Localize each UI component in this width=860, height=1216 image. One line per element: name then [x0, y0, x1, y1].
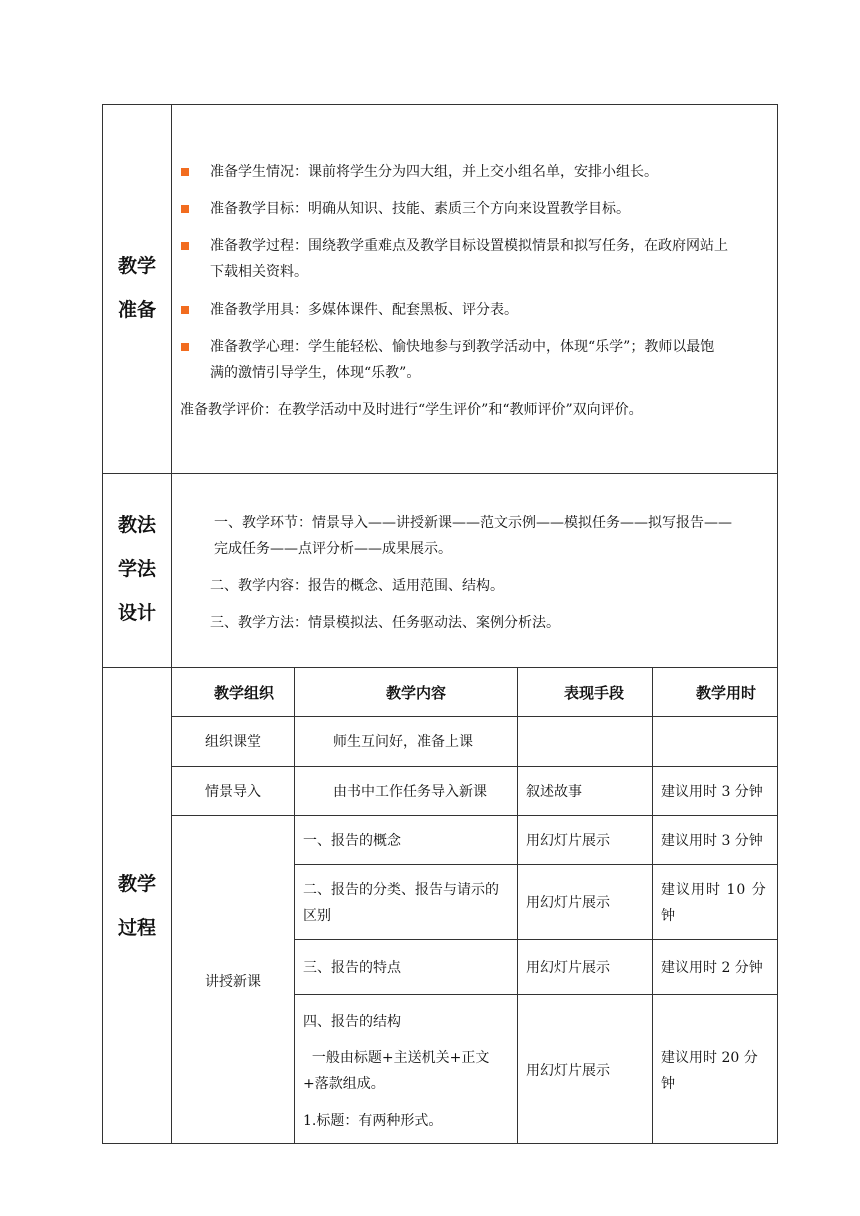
content-cell: 二、报告的分类、报告与请示的: [303, 882, 499, 898]
row-divider-method: [102, 667, 778, 668]
content-cell: 四、报告的结构: [303, 1014, 401, 1030]
method-label-line: 教法: [117, 514, 156, 536]
square-bullet-icon: [181, 242, 189, 250]
row-divider-prep: [102, 473, 778, 474]
process-col-divider-3: [652, 667, 653, 1144]
process-row-divider: [171, 766, 778, 767]
content-cell: 师生互问好，准备上课: [333, 734, 473, 750]
time-cell: 建议用时 3 分钟: [661, 784, 763, 800]
process-row-divider: [171, 716, 778, 717]
content-cell: 一、报告的概念: [303, 833, 401, 849]
header-means: 表现手段: [564, 684, 625, 702]
time-cell: 建议用时 20 分: [661, 1050, 758, 1066]
content-cell-continued: 一般由标题+主送机关+正文: [303, 1050, 490, 1066]
prep-item: 准备学生情况：课前将学生分为四大组，并上交小组名单，安排小组长。: [210, 164, 658, 180]
method-label-line: 学法: [117, 558, 156, 580]
prep-item-continued: 满的激情引导学生，体现“乐教”。: [210, 365, 421, 381]
content-cell-continued: 1.标题：有两种形式。: [303, 1113, 443, 1129]
process-col-divider-1: [294, 667, 295, 1144]
prep-item: 准备教学心理：学生能轻松、愉快地参与到教学活动中，体现“乐学”；教师以最饱: [210, 339, 715, 355]
means-cell: 用幻灯片展示: [526, 960, 610, 976]
means-cell: 用幻灯片展示: [526, 895, 610, 911]
prep-evaluation: 准备教学评价：在教学活动中及时进行“学生评价”和“教师评价”双向评价。: [180, 402, 643, 418]
process-col-divider-2: [517, 667, 518, 1144]
content-cell-continued: +落款组成。: [303, 1076, 385, 1092]
square-bullet-icon: [181, 205, 189, 213]
method-label: [102, 503, 172, 635]
content-cell: 三、报告的特点: [303, 960, 401, 976]
prep-item: 准备教学用具：多媒体课件、配套黑板、评分表。: [210, 302, 518, 318]
content-cell: 由书中工作任务导入新课: [333, 784, 487, 800]
header-time: 教学用时: [696, 684, 757, 702]
process-row-divider: [294, 864, 778, 865]
prep-item-continued: 下载相关资料。: [210, 264, 308, 280]
process-row-divider: [294, 994, 778, 995]
process-label: [102, 862, 172, 950]
means-cell: 叙述故事: [526, 784, 582, 800]
header-org: 教学组织: [214, 684, 275, 702]
org-cell: 情景导入: [205, 784, 261, 800]
square-bullet-icon: [181, 168, 189, 176]
method-item: 三、教学方法：情景模拟法、任务驱动法、案例分析法。: [210, 615, 560, 631]
square-bullet-icon: [181, 306, 189, 314]
method-item-continued: 完成任务——点评分析——成果展示。: [214, 541, 452, 557]
process-label-line: 过程: [117, 917, 156, 939]
time-cell: 建议用时 2 分钟: [661, 960, 763, 976]
square-bullet-icon: [181, 343, 189, 351]
process-row-divider: [171, 815, 778, 816]
method-label-line: 设计: [117, 602, 156, 624]
prep-item: 准备教学目标：明确从知识、技能、素质三个方向来设置教学目标。: [210, 201, 630, 217]
prep-label-line: 教学: [117, 255, 156, 277]
process-row-divider: [294, 939, 778, 940]
prep-label: [102, 244, 172, 332]
method-item: 二、教学内容：报告的概念、适用范围、结构。: [210, 578, 504, 594]
header-content: 教学内容: [386, 684, 447, 702]
prep-item: 准备教学过程：围绕教学重难点及教学目标设置模拟情景和拟写任务，在政府网站上: [210, 238, 728, 254]
time-cell-continued: 钟: [661, 908, 675, 924]
time-cell: 建议用时 10 分: [661, 882, 767, 898]
org-cell-merged: 讲授新课: [205, 974, 261, 990]
org-cell: 组织课堂: [205, 734, 261, 750]
time-cell-continued: 钟: [661, 1076, 675, 1092]
means-cell: 用幻灯片展示: [526, 1063, 610, 1079]
means-cell: 用幻灯片展示: [526, 833, 610, 849]
content-cell-continued: 区别: [303, 908, 331, 924]
prep-label-line: 准备: [117, 299, 156, 321]
time-cell: 建议用时 3 分钟: [661, 833, 763, 849]
method-item: 一、教学环节：情景导入——讲授新课——范文示例——模拟任务——拟写报告——: [214, 515, 732, 531]
process-label-line: 教学: [117, 873, 156, 895]
